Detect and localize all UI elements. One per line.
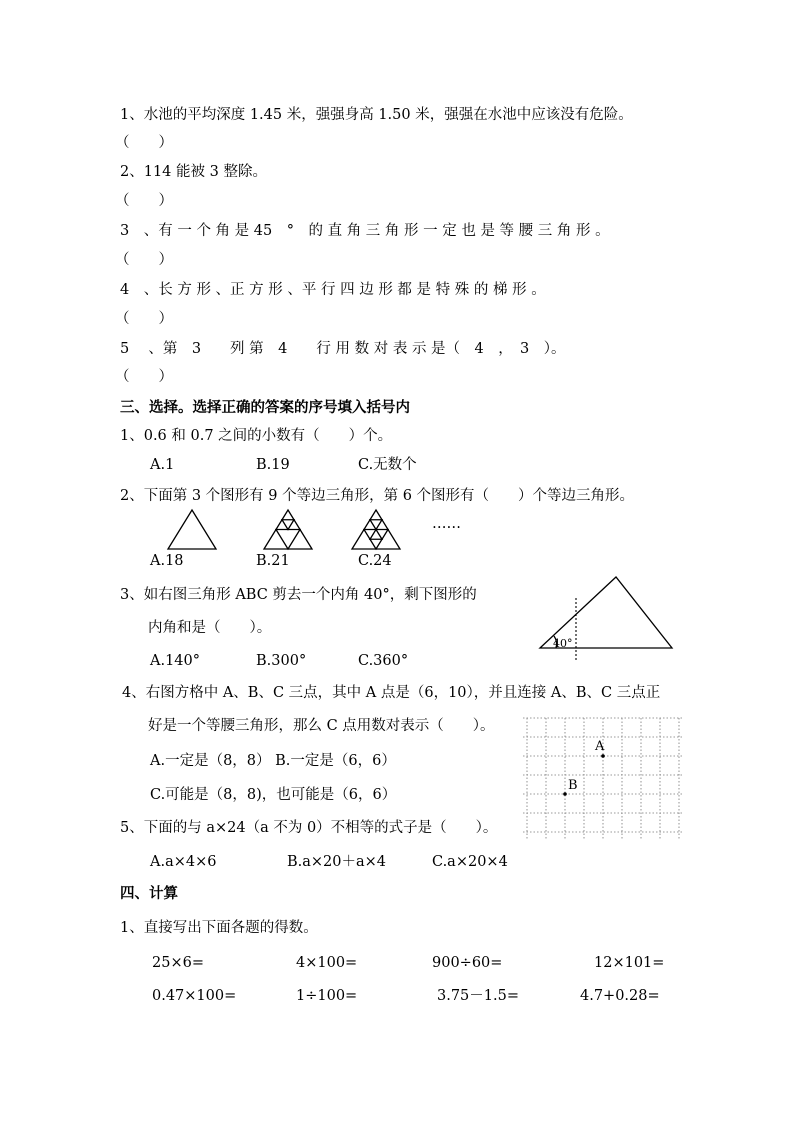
calc-heading: 四、计算 — [120, 886, 178, 902]
calc-r2-c4: 4.7+0.28= — [580, 988, 660, 1004]
q4-line-1: 4、右图方格中 A、B、C 三点，其中 A 点是（6，10），并且连接 A、B、C 三点正 — [122, 685, 661, 701]
triangle-figure-3 — [350, 508, 410, 552]
q5-option-c: C.a×20×4 — [432, 854, 508, 870]
triangle-figure-1 — [166, 508, 226, 552]
q3-line-1: 3、如右图三角形 ABC 剪去一个内角 40°，剩下图形的 — [120, 587, 477, 603]
judge-item-5: 5 、第 3 列 第 4 行 用 数 对 表 示 是（ 4 ， 3 ）。 — [120, 341, 566, 357]
calc-r2-c3: 3.75－1.5= — [437, 988, 519, 1004]
dotted-grid-figure — [525, 714, 685, 864]
judge-paren-1: （ ） — [115, 135, 173, 151]
calc-sub-1: 1、直接写出下面各题的得数。 — [120, 920, 318, 936]
judge-item-2: 2、114 能被 3 整除。 — [120, 164, 267, 180]
q4-line-2: 好是一个等腰三角形，那么 C 点用数对表示（ ）。 — [148, 718, 495, 734]
choice-heading: 三、选择。选择正确的答案的序号填入括号内 — [120, 400, 410, 416]
grid-point-b-label: B — [568, 778, 578, 793]
calc-r1-c3: 900÷60= — [432, 955, 503, 971]
q3-option-a: A.140° — [150, 653, 201, 669]
grid-point-b — [563, 792, 567, 796]
calc-r1-c4: 12×101= — [594, 955, 665, 971]
q1-option-c: C.无数个 — [358, 457, 417, 473]
q2-option-a: A.18 — [150, 553, 184, 569]
q1-option-b: B.19 — [256, 457, 290, 473]
q5-option-b: B.a×20＋a×4 — [287, 854, 387, 870]
q3-option-c: C.360° — [358, 653, 409, 669]
q4-option-c: C.可能是（8，8)，也可能是（6，6） — [150, 787, 397, 803]
q2-option-b: B.21 — [256, 553, 290, 569]
q5-option-a: A.a×4×6 — [150, 854, 217, 870]
q1-option-a: A.1 — [150, 457, 175, 473]
calc-r2-c2: 1÷100= — [296, 988, 358, 1004]
calc-r1-c2: 4×100= — [296, 955, 358, 971]
judge-paren-4: （ ） — [115, 311, 173, 327]
q5-text: 5、下面的与 a×24（a 不为 0）不相等的式子是（ ）。 — [120, 820, 498, 836]
judge-paren-3: （ ） — [115, 252, 173, 268]
q2-text: 2、下面第 3 个图形有 9 个等边三角形，第 6 个图形有（ ）个等边三角形。 — [120, 488, 635, 504]
triangle-figure-2 — [262, 508, 322, 552]
q3-line-2: 内角和是（ ）。 — [148, 620, 272, 636]
judge-paren-5: （ ） — [115, 369, 173, 385]
q3-option-b: B.300° — [256, 653, 307, 669]
q4-option-ab: A.一定是（8，8） B.一定是（6，6） — [150, 753, 396, 769]
judge-item-4: 4 、长 方 形 、正 方 形 、平 行 四 边 形 都 是 特 殊 的 梯 形 。 — [120, 282, 546, 298]
judge-item-1: 1、水池的平均深度 1.45 米，强强身高 1.50 米，强强在水池中应该没有危险。 — [120, 107, 633, 123]
grid-point-a-label: A — [595, 739, 605, 754]
calc-r2-c1: 0.47×100= — [152, 988, 237, 1004]
q1-text: 1、0.6 和 0.7 之间的小数有（ ）个。 — [120, 428, 393, 444]
judge-paren-2: （ ） — [115, 193, 173, 209]
calc-r1-c1: 25×6= — [152, 955, 204, 971]
q3-angle-label: 40° — [553, 637, 573, 650]
q2-dots: …… — [432, 516, 461, 532]
judge-item-3: 3 、有 一 个 角 是 45 ° 的 直 角 三 角 形 一 定 也 是 等 腰 三 角 形 。 — [120, 223, 610, 239]
q2-option-c: C.24 — [358, 553, 392, 569]
